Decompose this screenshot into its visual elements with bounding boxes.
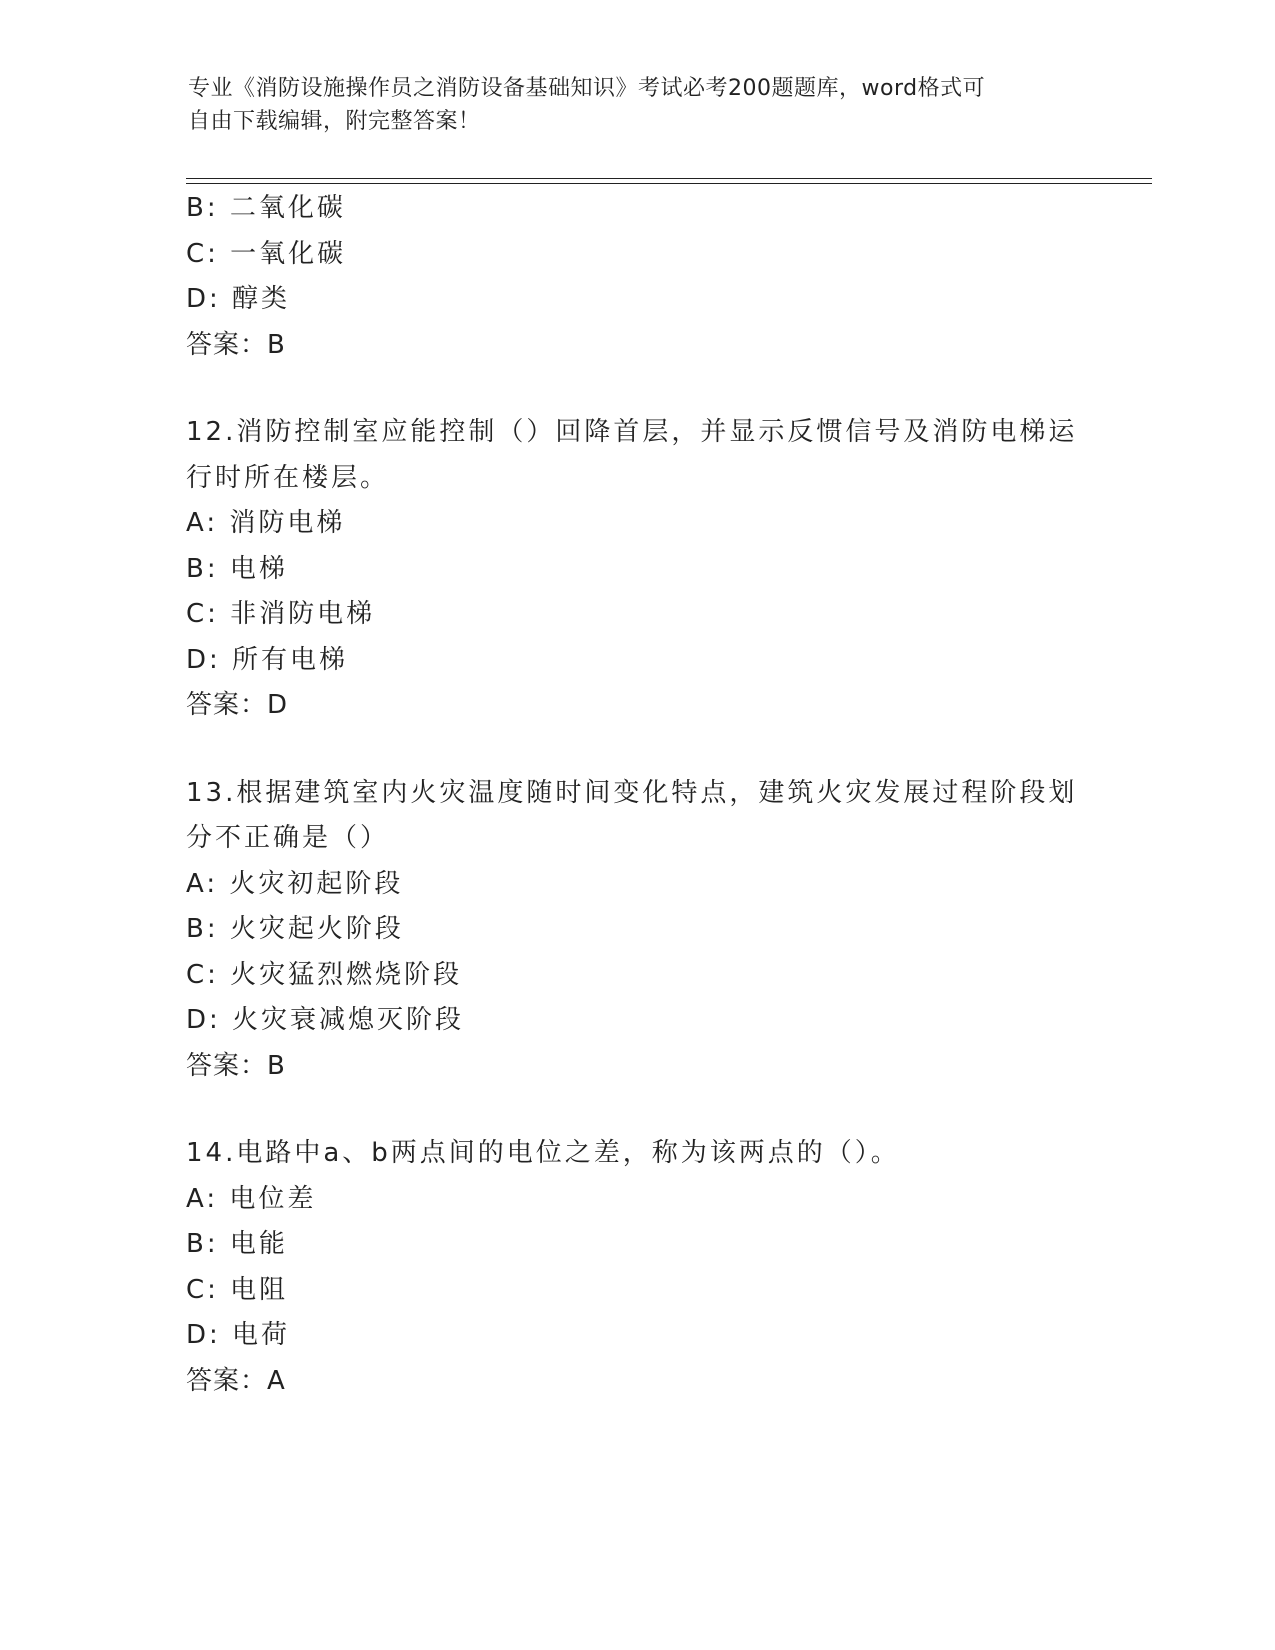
option-b: B: 二氧化碳 xyxy=(186,193,346,223)
option-b: B: 电梯 xyxy=(186,553,288,584)
header-divider-top xyxy=(186,178,1152,179)
option-d: D: 醇类 xyxy=(186,284,291,314)
answer: 答案：A xyxy=(186,1365,286,1396)
question-12 xyxy=(186,410,1086,729)
question-11-partial xyxy=(186,186,1086,368)
option-c: C: 火灾猛烈燃烧阶段 xyxy=(186,959,463,990)
option-c: C: 非消防电梯 xyxy=(186,599,376,629)
question-text: 12.消防控制室应能控制（）回降首层，并显示反惯信号及消防电梯运 xyxy=(186,417,1078,447)
question-13 xyxy=(186,771,1086,1090)
option-a: A: 消防电梯 xyxy=(186,508,346,538)
question-text-continued: 行时所在楼层。 xyxy=(186,462,390,493)
document-header xyxy=(188,72,1068,138)
option-d: D: 火灾衰减熄灭阶段 xyxy=(186,1005,465,1035)
header-divider-bottom xyxy=(186,183,1152,184)
option-c: C: 一氧化碳 xyxy=(186,238,347,269)
answer: 答案：D xyxy=(186,690,289,720)
answer: 答案：B xyxy=(186,1050,286,1081)
header-line-1: 专业《消防设施操作员之消防设备基础知识》考试必考200题题库，word格式可 xyxy=(188,76,986,101)
option-d: D: 电荷 xyxy=(186,1320,291,1350)
question-text-continued: 分不正确是（） xyxy=(186,823,390,853)
question-text: 13.根据建筑室内火灾温度随时间变化特点，建筑火灾发展过程阶段划 xyxy=(186,777,1078,808)
option-d: D: 所有电梯 xyxy=(186,644,349,675)
header-line-2: 自由下载编辑，附完整答案！ xyxy=(188,109,481,134)
question-text: 14.电路中a、b两点间的电位之差，称为该两点的（）。 xyxy=(186,1138,900,1168)
option-b: B: 电能 xyxy=(186,1229,288,1259)
answer: 答案：B xyxy=(186,329,286,360)
question-14 xyxy=(186,1131,1086,1404)
option-c: C: 电阻 xyxy=(186,1274,289,1305)
option-b: B: 火灾起火阶段 xyxy=(186,914,404,944)
document-body xyxy=(186,186,1086,1404)
option-a: A: 火灾初起阶段 xyxy=(186,868,404,899)
option-a: A: 电位差 xyxy=(186,1183,317,1214)
